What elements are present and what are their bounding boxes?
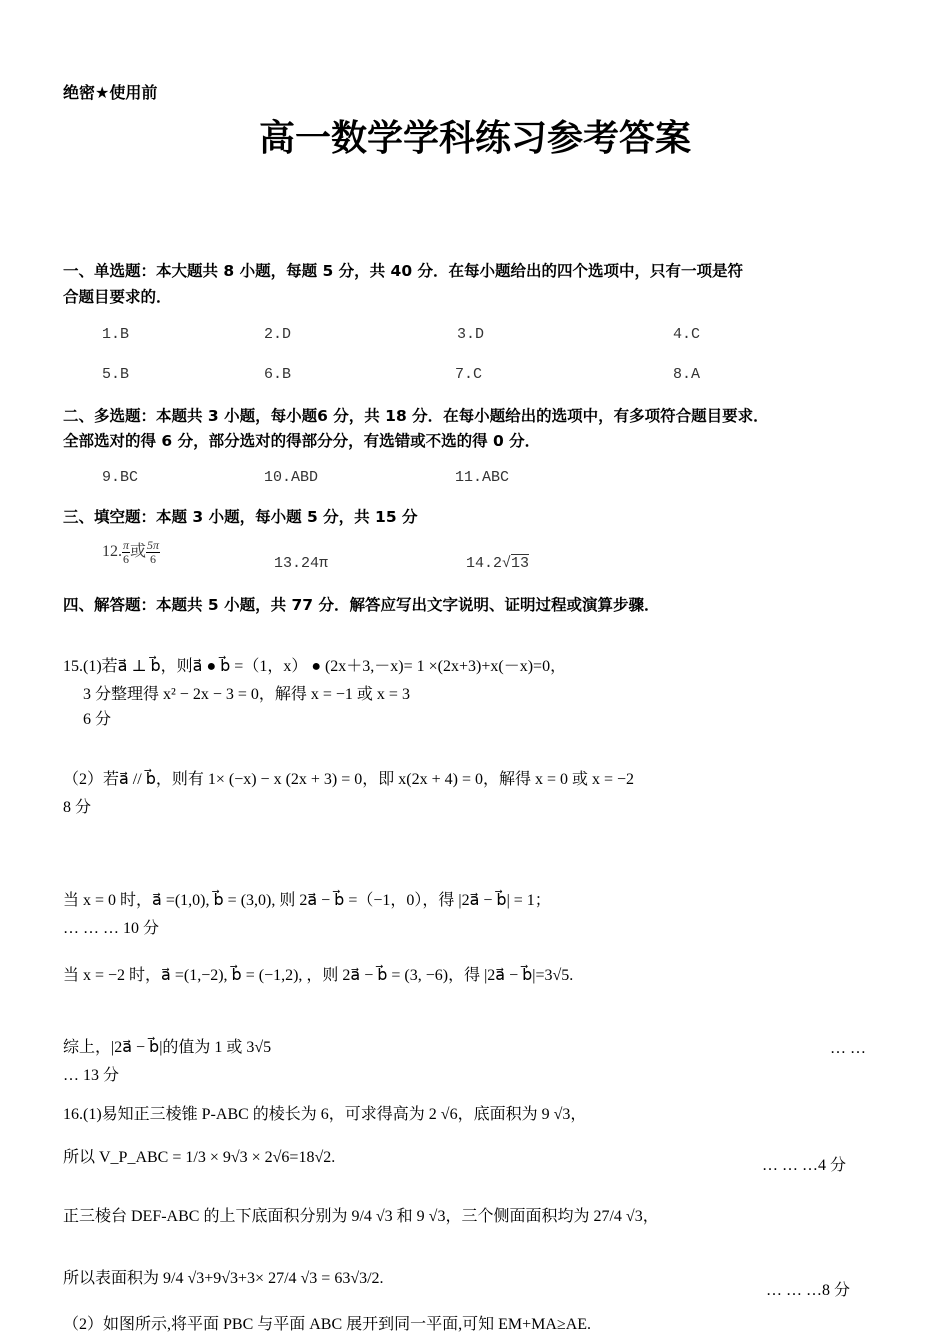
- answer-13: 13.24π: [274, 555, 329, 572]
- answer-5: 5.B: [102, 366, 130, 383]
- answer-12-or: 或: [130, 543, 147, 560]
- q15-line7: … … … 10 分: [63, 920, 160, 937]
- section1-heading-cont: 合题目要求的．: [63, 288, 172, 306]
- section4-heading: 四、解答题：本题共 5 小题，共 77 分．解答应写出文字说明、证明过程或演算步骤．: [63, 596, 660, 614]
- q15-line3: 6 分: [83, 711, 112, 728]
- q15-line10: … 13 分: [63, 1067, 120, 1084]
- classification-label: 绝密★使用前: [63, 83, 158, 102]
- section1-heading: 一、单选题：本大题共 8 小题，每题 5 分，共 40 分．在每小题给出的四个选项中，只有一项是符: [63, 262, 744, 280]
- answer-1: 1.B: [102, 326, 130, 343]
- q15-line5: 8 分: [63, 799, 92, 816]
- section2-heading: 二、多选题：本题共 3 小题，每小题6 分，共 18 分．在每小题给出的选项中，有多项符合题目要求．: [63, 407, 769, 425]
- answer-2: 2.D: [264, 326, 292, 343]
- answer-4: 4.C: [673, 326, 701, 343]
- fraction-5pi-6: $\frac{5\pi}{6}$: [147, 537, 160, 566]
- q15-line4: （2）若a⃗ // b⃗，则有 1× (−x) − x (2x + 3) = 0，即 x(2x + 4) = 0，解得 x = 0 或 x = −2: [63, 771, 635, 788]
- answer-9: 9.BC: [102, 469, 139, 486]
- q15-line9-dots: … …: [830, 1040, 866, 1057]
- q15-line9: 综上，|2a⃗ − b⃗|的值为 1 或 3√5: [63, 1039, 272, 1056]
- answer-10: 10.ABD: [264, 469, 319, 486]
- answer-11: 11.ABC: [455, 469, 510, 486]
- q16-line5: （2）如图所示,将平面 PBC 与平面 ABC 展开到同一平面,可知 EM+MA≥AE.: [63, 1316, 592, 1333]
- q16-line1: 16.(1)易知正三棱锥 P-ABC 的棱长为 6，可求得高为 2 √6，底面积为 9 √3，: [63, 1106, 587, 1123]
- section2-heading-cont: 全部选对的得 6 分，部分选对的得部分分，有选错或不选的得 0 分．: [63, 432, 541, 450]
- answer-14: 14.2√13: [466, 555, 530, 572]
- q16-line4: 所以表面积为 9/4 √3+9√3+3× 27/4 √3 = 63√3/2.: [63, 1270, 384, 1287]
- q15-line2: 3 分整理得 x² − 2x − 3 = 0，解得 x = −1 或 x = 3: [83, 686, 410, 703]
- answer-12: [102, 538, 160, 566]
- q16-line3: 正三棱台 DEF-ABC 的上下底面积分别为 9/4 √3 和 9 √3，三个侧面面积均为 27/4 √3，: [63, 1208, 659, 1225]
- q15-line6: 当 x = 0 时，a⃗ =(1,0), b⃗ = (3,0), 则 2a⃗ − b⃗ =（−1，0），得 |2a⃗ − b⃗| = 1；: [63, 892, 551, 909]
- q16-line2: 所以 V_P_ABC = 1/3 × 9√3 × 2√6=18√2.: [63, 1149, 336, 1166]
- answer-8: 8.A: [673, 366, 701, 383]
- answer-12-prefix: 12.: [102, 543, 122, 560]
- q16-line4-score: … … …8 分: [766, 1282, 851, 1299]
- sqrt-icon: √: [502, 555, 512, 572]
- answer-6: 6.B: [264, 366, 292, 383]
- q16-line2-score: … … …4 分: [762, 1157, 847, 1174]
- fraction-pi-6: $\frac{\pi}{6}$: [123, 537, 130, 566]
- answer-3: 3.D: [457, 326, 485, 343]
- q15-line8: 当 x = −2 时，a⃗ =(1,−2), b⃗ = (−1,2), ，则 2a⃗ − b⃗ = (3, −6)，得 |2a⃗ − b⃗|=3√5.: [63, 967, 574, 984]
- q15-line1: 15.(1)若a⃗ ⊥ b⃗，则a⃗ ● b⃗ =（1，x） ● (2x＋3,－x)= 1 ×(2x+3)+x(－x)=0，: [63, 658, 567, 675]
- section3-heading: 三、填空题：本题 3 小题，每小题 5 分，共 15 分: [63, 508, 418, 526]
- answer-7: 7.C: [455, 366, 483, 383]
- page-title: 高一数学学科练习参考答案: [258, 118, 691, 159]
